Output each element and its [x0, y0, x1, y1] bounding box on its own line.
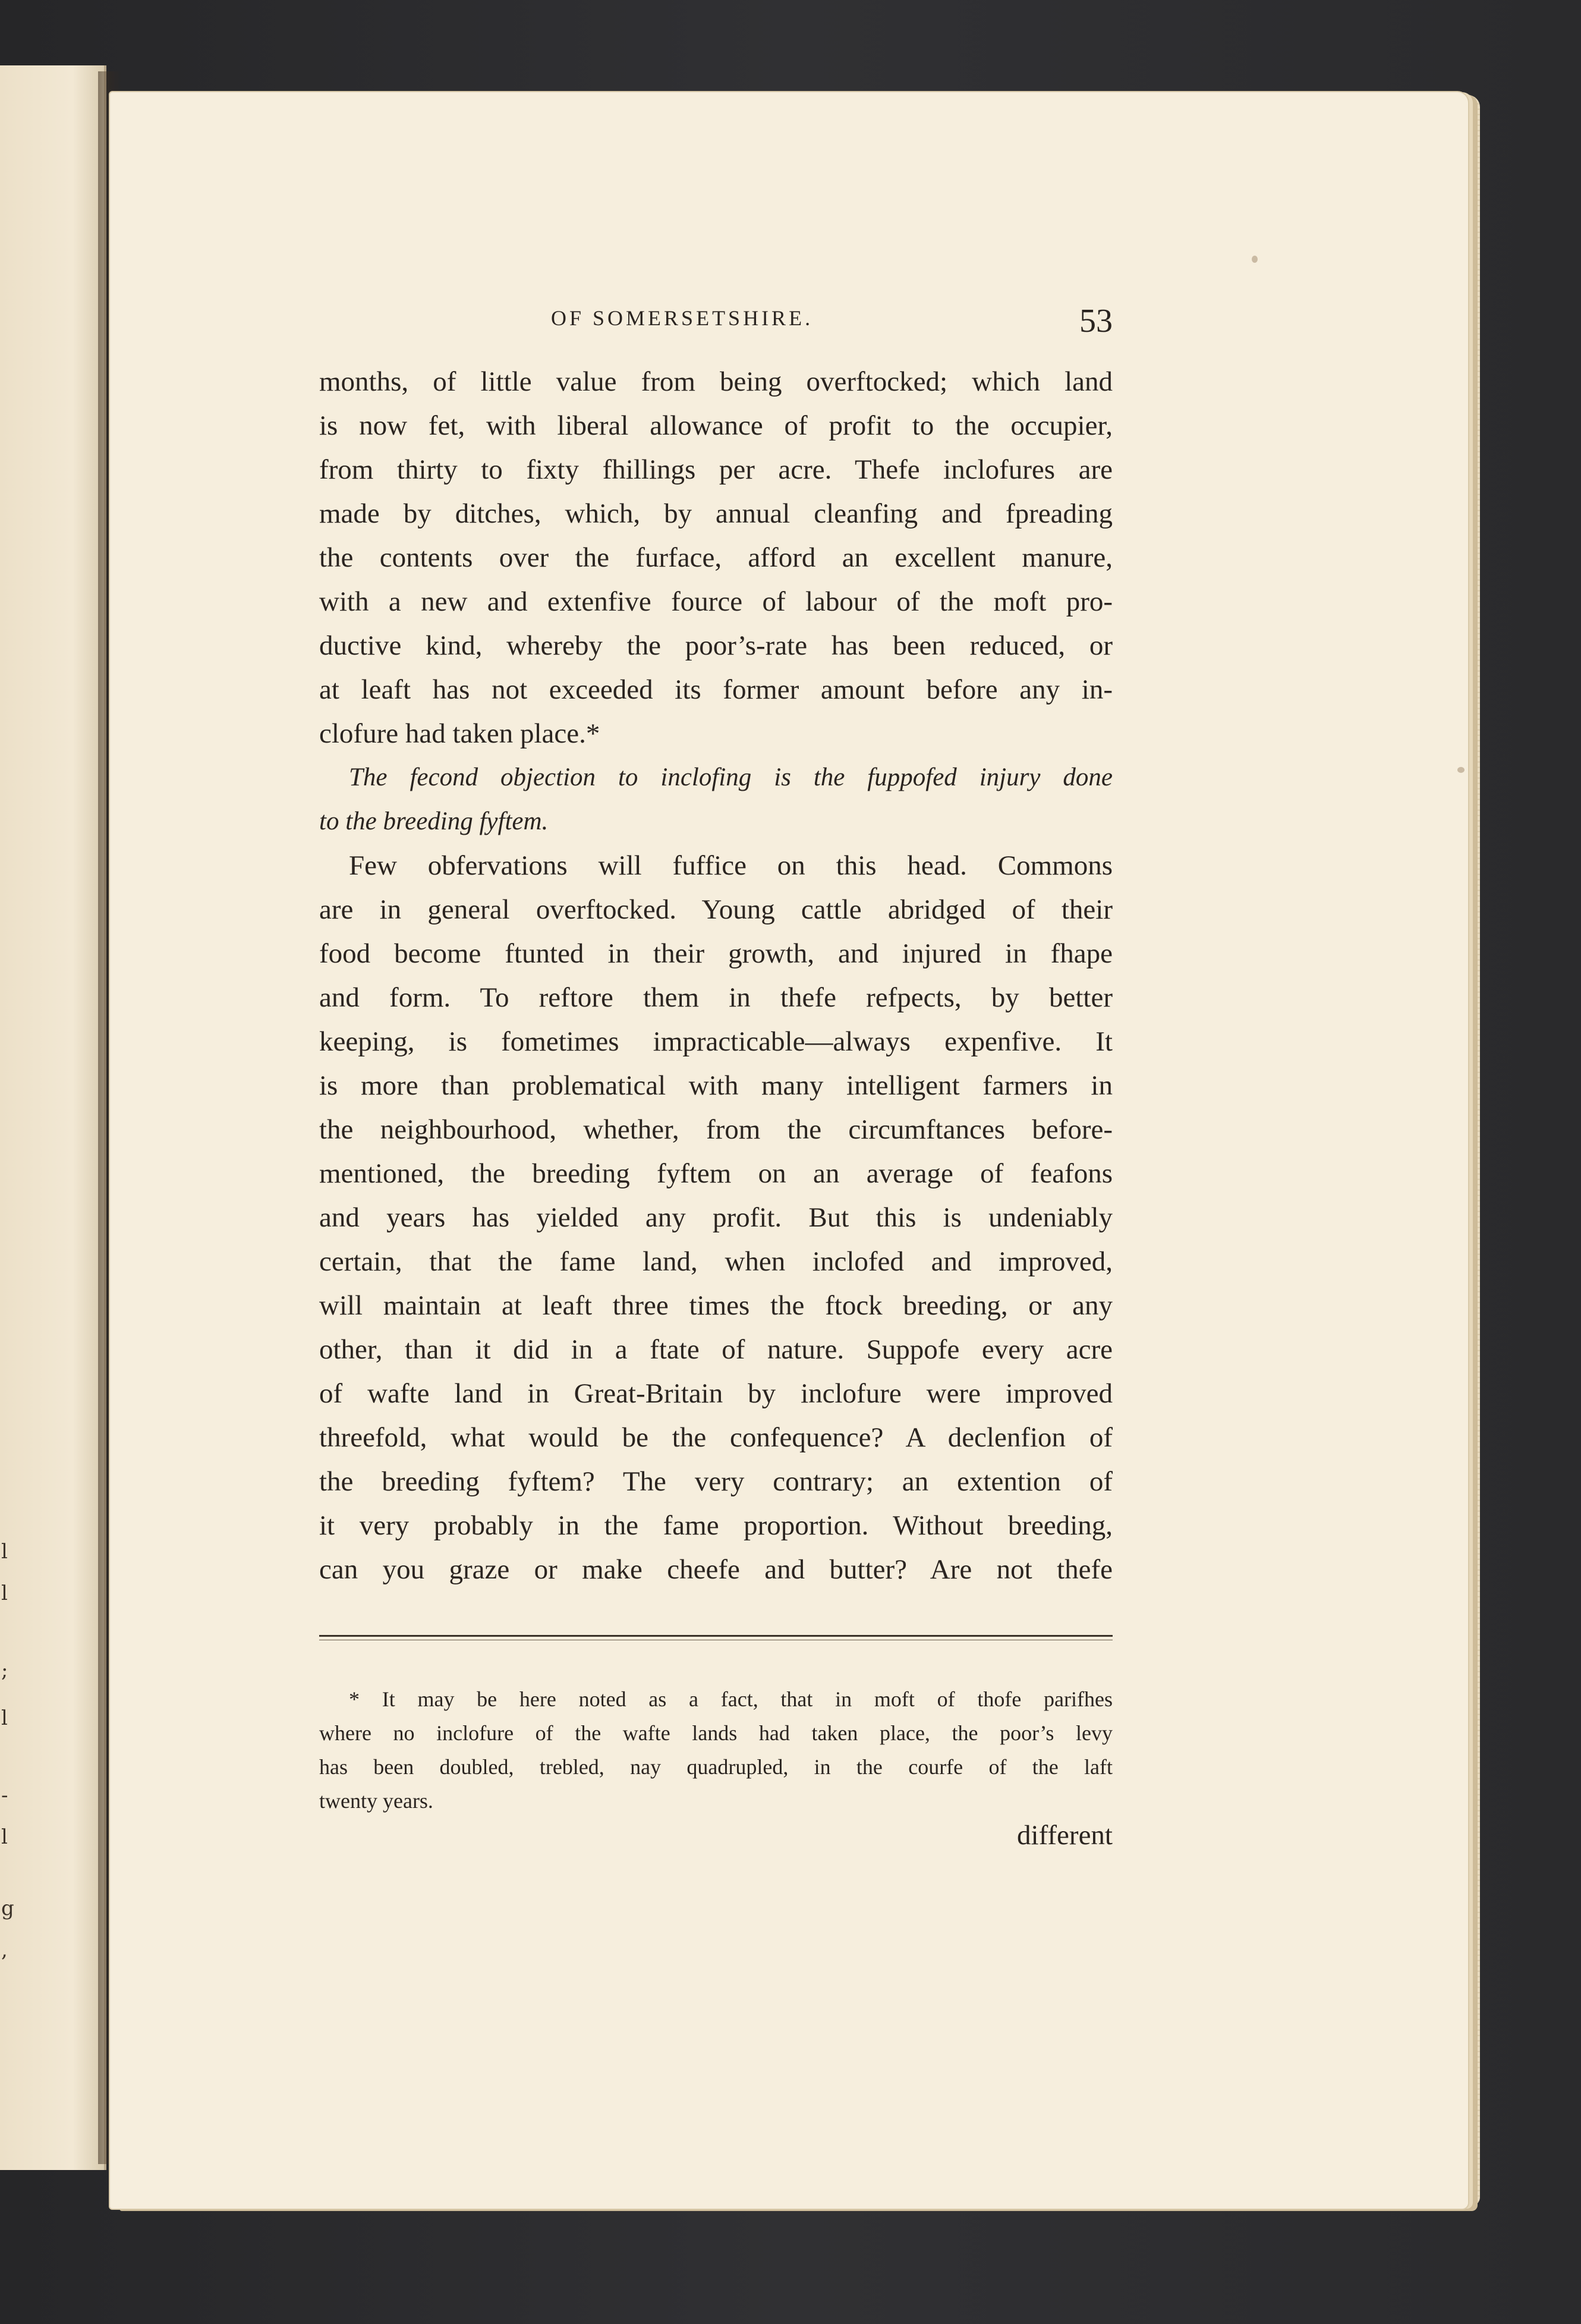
text-line: other, than it did in a ftate of nature. Suppofe every acre [319, 1334, 1113, 1365]
text-line: is now fet, with liberal allowance of profit to the occupier, [319, 410, 1113, 441]
text-line: it very probably in the fame proportion. Without breeding, [319, 1510, 1113, 1541]
text-line: certain, that the fame land, when inclofed and improved, [319, 1246, 1113, 1277]
catchword: different [1017, 1820, 1113, 1851]
foxing-spot [1252, 256, 1258, 263]
text-line: the neighbourhood, whether, from the circumftances before- [319, 1114, 1113, 1145]
objection-heading: The fecond objection to inclofing is the fuppofed injury done [349, 763, 1113, 791]
text-line: keeping, is fometimes impracticable—always expenfive. It [319, 1026, 1113, 1057]
text-line: mentioned, the breeding fyftem on an average of feafons [319, 1158, 1113, 1189]
text-line: ductive kind, whereby the poor’s-rate has been reduced, or [319, 630, 1113, 661]
text-line: are in general overftocked. Young cattle abridged of their [319, 894, 1113, 925]
running-head-title: OF SOMERSETSHIRE. [551, 306, 814, 330]
text-line: of wafte land in Great-Britain by inclofure were improved [319, 1378, 1113, 1409]
left-page-fragment: , [1, 1938, 8, 1962]
left-page-fragment: l [1, 1825, 8, 1849]
text-line: from thirty to fixty fhillings per acre. Thefe inclofures are [319, 454, 1113, 485]
text-line: and years has yielded any profit. But this is undeniably [319, 1202, 1113, 1233]
footnote-line: * It may be here noted as a fact, that in moft of thofe parifhes [349, 1687, 1113, 1711]
left-page-fragment: - [1, 1784, 8, 1807]
left-page-fragment: l [1, 1706, 8, 1730]
footnote-line: where no inclofure of the wafte lands had taken place, the poor’s levy [319, 1721, 1113, 1745]
objection-heading: to the breeding fyftem. [319, 807, 549, 835]
left-facing-page [0, 65, 106, 2170]
running-head [319, 302, 1113, 344]
footnote-line: has been doubled, trebled, nay quadrupled, in the courfe of the laft [319, 1755, 1113, 1779]
footnote-rule [319, 1635, 1113, 1637]
footnote-line: twenty years. [319, 1789, 433, 1813]
text-line: at leaft has not exceeded its former amount before any in- [319, 674, 1113, 705]
body-text [319, 360, 1113, 1592]
left-page-fragment: l [1, 1540, 8, 1564]
text-line: and form. To reftore them in thefe refpects, by better [319, 982, 1113, 1013]
text-line: made by ditches, which, by annual cleanfing and fpreading [319, 498, 1113, 529]
foxing-spot [1457, 767, 1465, 773]
text-line: is more than problematical with many intelligent farmers in [319, 1070, 1113, 1101]
text-line: the breeding fyftem? The very contrary; an extention of [319, 1466, 1113, 1497]
text-line: threefold, what would be the confequence? A declenfion of [319, 1422, 1113, 1453]
text-line: food become ftunted in their growth, and injured in fhape [319, 938, 1113, 969]
text-line: months, of little value from being overftocked; which land [319, 366, 1113, 397]
text-line: will maintain at leaft three times the ftock breeding, or any [319, 1290, 1113, 1321]
left-page-fragment: ; [1, 1659, 8, 1683]
footnote [319, 1683, 1113, 1818]
text-line: the contents over the furface, afford an excellent manure, [319, 542, 1113, 573]
page-number: 53 [1079, 303, 1113, 339]
text-line: can you graze or make cheefe and butter? Are not thefe [319, 1554, 1113, 1585]
text-line: Few obfervations will fuffice on this head. Commons [349, 850, 1113, 881]
text-line: with a new and extenfive fource of labour of the moft pro- [319, 586, 1113, 617]
left-page-fragment: l [1, 1581, 8, 1605]
text-line: clofure had taken place.* [319, 718, 600, 749]
left-page-fragment: g [1, 1897, 14, 1920]
